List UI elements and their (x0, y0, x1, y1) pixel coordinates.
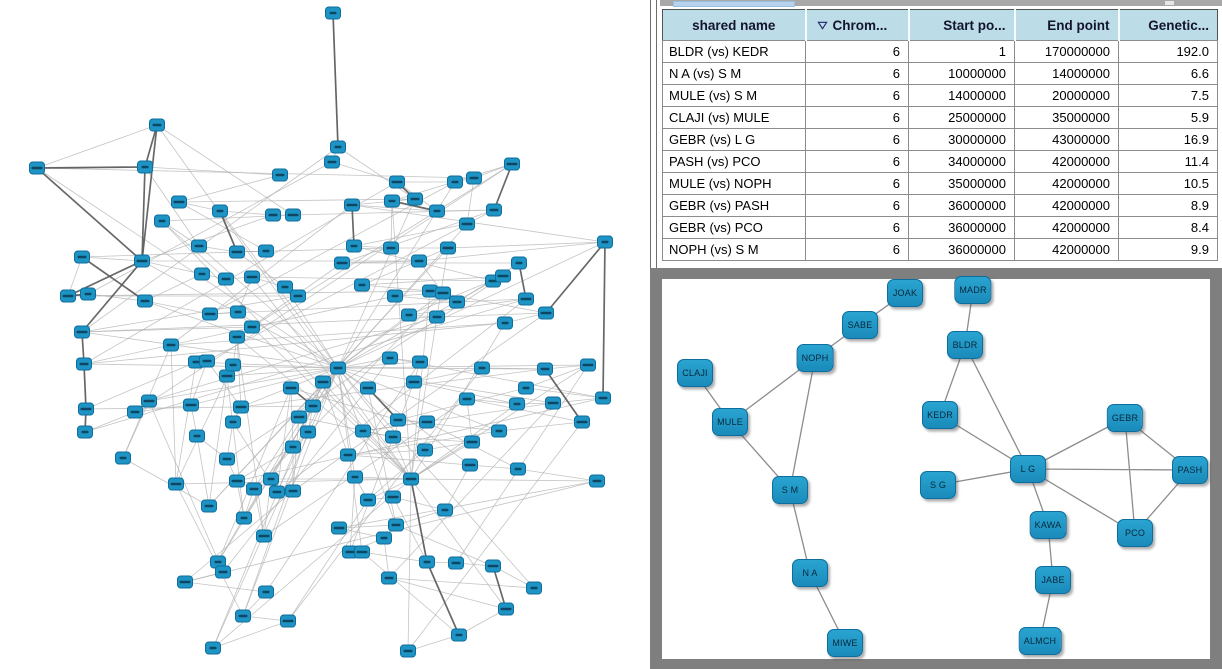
table-cell[interactable]: 30000000 (909, 129, 1015, 151)
table-cell[interactable]: 36000000 (909, 239, 1015, 261)
graph-node-label (186, 404, 197, 406)
graph-edge (218, 368, 338, 562)
detail-edge[interactable] (1028, 469, 1190, 470)
graph-node-label (422, 421, 433, 423)
column-header-0[interactable] (663, 10, 806, 41)
graph-node-label (286, 387, 297, 389)
graph-node-label (222, 375, 233, 377)
detail-edge[interactable] (790, 358, 815, 490)
graph-node-label (294, 416, 305, 418)
table-cell[interactable]: GEBR (vs) PASH (663, 195, 806, 217)
column-header-4[interactable] (1119, 10, 1218, 41)
graph-node-label (433, 316, 442, 318)
detail-edges-layer (662, 279, 1210, 659)
graph-node-label (422, 449, 429, 451)
graph-node-label (465, 464, 476, 466)
graph-edge (252, 277, 411, 479)
graph-node-label (452, 562, 461, 564)
graph-edge-highlighted (545, 369, 582, 422)
table-cell[interactable]: PASH (vs) PCO (663, 151, 806, 173)
table-cell[interactable]: 8.9 (1119, 195, 1218, 217)
graph-node-label (247, 276, 258, 278)
detail-node-l-g[interactable]: L G (1010, 455, 1046, 483)
graph-node-label (453, 301, 462, 303)
graph-node-label (174, 201, 185, 203)
table-cell[interactable]: 42000000 (1015, 217, 1119, 239)
table-cell[interactable]: 7.5 (1119, 85, 1218, 107)
graph-edge (82, 257, 142, 261)
graph-node-label (199, 273, 206, 275)
graph-node-label (602, 241, 609, 243)
graph-node-label (541, 312, 552, 314)
table-cell[interactable]: 6 (806, 173, 909, 195)
table-cell[interactable]: MULE (vs) S M (663, 85, 806, 107)
graph-node-label (159, 220, 166, 222)
graph-node-label (203, 360, 212, 362)
graph-edge (179, 199, 415, 202)
column-header-1[interactable] (806, 10, 909, 41)
graph-node-label (193, 361, 200, 363)
table-cell[interactable]: 6 (806, 151, 909, 173)
graph-node-label (462, 223, 473, 225)
graph-node-label (404, 650, 413, 652)
table-cell[interactable]: 10000000 (909, 63, 1015, 85)
table-row[interactable] (663, 129, 1218, 151)
graph-edge-highlighted (37, 168, 142, 261)
detail-network-panel (650, 268, 1222, 669)
graph-node-label (501, 608, 512, 610)
table-cell[interactable]: 9.9 (1119, 239, 1218, 261)
graph-node-label (467, 441, 478, 443)
graph-node-label (364, 499, 373, 501)
graph-node-label (269, 214, 278, 216)
graph-edge-highlighted (427, 562, 459, 635)
detail-node-n-a[interactable]: N A (792, 559, 828, 587)
graph-edge (68, 291, 430, 296)
graph-node-label (167, 344, 176, 346)
graph-edge (338, 147, 415, 199)
table-row[interactable] (663, 217, 1218, 239)
graph-edge (197, 436, 209, 506)
graph-node-label (276, 174, 285, 176)
graph-node-label (236, 406, 247, 408)
graph-node-label (443, 247, 454, 249)
table-cell[interactable]: 14000000 (909, 85, 1015, 107)
graph-node-label (180, 581, 191, 583)
table-cell[interactable]: 10.5 (1119, 173, 1218, 195)
table-cell[interactable]: 8.4 (1119, 217, 1218, 239)
table-cell[interactable]: 20000000 (1015, 85, 1119, 107)
detail-node-almch[interactable]: ALMCH (1019, 627, 1062, 655)
table-header-row (663, 10, 1218, 41)
graph-edge (227, 376, 244, 518)
table-cell[interactable]: 6 (806, 217, 909, 239)
graph-node-label (217, 210, 224, 212)
table-cell[interactable]: 6 (806, 239, 909, 261)
graph-node-label (389, 436, 398, 438)
graph-node-label (230, 421, 237, 423)
graph-node-label (409, 381, 420, 383)
detail-node-s-m[interactable]: S M (772, 476, 808, 504)
graph-edge (86, 406, 313, 409)
graph-node-label (426, 290, 435, 292)
table-cell[interactable]: 35000000 (909, 173, 1015, 195)
edge-attribute-table (662, 9, 1218, 261)
scrollbar-notch (1165, 1, 1174, 5)
detail-node-jabe[interactable]: JABE (1035, 566, 1071, 594)
table-row[interactable] (663, 173, 1218, 195)
graph-node-label (290, 446, 297, 448)
graph-edge (362, 552, 459, 635)
table-cell[interactable]: 25000000 (909, 107, 1015, 129)
table-cell[interactable]: 34000000 (909, 151, 1015, 173)
graph-edge-highlighted (37, 167, 145, 168)
graph-node-label (335, 146, 342, 148)
detail-node-noph[interactable]: NOPH (797, 344, 834, 372)
graph-edge (411, 479, 506, 609)
table-cell[interactable]: 6 (806, 63, 909, 85)
graph-node-label (273, 491, 282, 493)
table-cell[interactable]: 42000000 (1015, 151, 1119, 173)
graph-node-label (415, 260, 424, 262)
graph-edge-highlighted (603, 242, 605, 398)
graph-node-label (219, 571, 228, 573)
table-cell[interactable]: 6 (806, 41, 909, 63)
table-cell[interactable]: 16.9 (1119, 129, 1218, 151)
graph-edge (237, 337, 241, 407)
graph-node-label (344, 454, 353, 456)
graph-node-label (381, 537, 388, 539)
graph-node-label (263, 250, 270, 252)
table-cell[interactable]: 6 (806, 129, 909, 151)
graph-edge (213, 621, 288, 648)
graph-edge (445, 465, 470, 510)
graph-node-label (239, 615, 248, 617)
graph-node-label (82, 431, 89, 433)
graph-node-label (507, 163, 518, 165)
detail-node-sabe[interactable]: SABE (842, 311, 878, 339)
graph-node-label (411, 198, 420, 200)
graph-node-label (523, 387, 530, 389)
graph-node-label (318, 381, 329, 383)
graph-node-label (232, 251, 243, 253)
graph-edge (176, 362, 196, 484)
graph-node-label (309, 405, 318, 407)
graph-node-label (131, 411, 140, 413)
graph-edge (389, 578, 534, 588)
graph-node-label (438, 292, 449, 294)
graph-node-label (230, 364, 237, 366)
table-row[interactable] (663, 239, 1218, 261)
detail-node-pco[interactable]: PCO (1117, 519, 1153, 547)
graph-edge (252, 164, 512, 327)
detail-node-bldr[interactable]: BLDR (947, 331, 983, 359)
graph-node-label (583, 364, 594, 366)
table-cell[interactable]: BLDR (vs) KEDR (663, 41, 806, 63)
graph-node-label (424, 561, 431, 563)
graph-node-label (222, 278, 231, 280)
graph-node-label (394, 419, 403, 421)
table-cell[interactable]: N A (vs) S M (663, 63, 806, 85)
graph-node-label (416, 361, 425, 363)
graph-node-label (479, 367, 486, 369)
graph-node-label (80, 363, 89, 365)
graph-edge (176, 365, 233, 484)
graph-node-label (514, 403, 521, 405)
graph-node-label (328, 161, 337, 163)
graph-edge (518, 469, 597, 481)
graph-node-label (241, 517, 248, 519)
graph-node-label (205, 505, 214, 507)
graph-node-label (194, 435, 201, 437)
table-cell[interactable]: 36000000 (909, 217, 1015, 239)
graph-node-label (305, 431, 312, 433)
table-cell[interactable]: 6 (806, 195, 909, 217)
detail-node-kedr[interactable]: KEDR (922, 401, 958, 429)
detail-node-pash[interactable]: PASH (1172, 456, 1208, 484)
graph-node-label (259, 535, 270, 537)
table-cell[interactable]: 42000000 (1015, 173, 1119, 195)
graph-node-label (463, 398, 472, 400)
graph-node-label (142, 166, 149, 168)
scrollbar-thumb[interactable] (673, 1, 795, 7)
table-cell[interactable]: 42000000 (1015, 195, 1119, 217)
graph-edge (448, 242, 605, 248)
table-cell[interactable]: GEBR (vs) PCO (663, 217, 806, 239)
graph-node-label (283, 620, 294, 622)
graph-node-label (389, 200, 396, 202)
table-row[interactable] (663, 195, 1218, 217)
detail-node-claji[interactable]: CLAJI (677, 359, 713, 387)
graph-node-label (334, 367, 343, 369)
graph-node-label (195, 245, 204, 247)
edge-table-panel (650, 0, 1222, 268)
graph-node-label (434, 210, 441, 212)
graph-node-label (85, 293, 92, 295)
graph-node-label (334, 527, 345, 529)
graph-node-label (442, 509, 449, 511)
table-cell[interactable]: 170000000 (1015, 41, 1119, 63)
detail-node-miwe[interactable]: MIWE (827, 629, 863, 657)
graph-node-label (360, 430, 367, 432)
column-header-label: Genetic... (1148, 17, 1209, 33)
graph-edge-highlighted (84, 364, 86, 409)
graph-node-label (137, 260, 148, 262)
column-header-label: Chrom... (832, 17, 888, 33)
graph-node-label (268, 478, 275, 480)
graph-node-label (577, 421, 588, 423)
graph-edge (82, 296, 298, 332)
table-cell[interactable]: 42000000 (1015, 239, 1119, 261)
table-cell[interactable]: 6 (806, 85, 909, 107)
graph-node-label (359, 284, 366, 286)
graph-node-label (490, 209, 499, 211)
table-cell[interactable]: 43000000 (1015, 129, 1119, 151)
graph-edge (171, 345, 176, 484)
graph-node-label (81, 408, 92, 410)
graph-node-label (531, 587, 538, 589)
table-cell[interactable]: 6.6 (1119, 63, 1218, 85)
graph-node-label (496, 430, 503, 432)
graph-node-label (205, 313, 216, 315)
graph-node-label (223, 458, 232, 460)
graph-node-label (357, 551, 368, 553)
graph-node-label (250, 488, 259, 490)
graph-edge (338, 281, 493, 368)
graph-node-label (347, 204, 358, 206)
column-header-label: End point (1047, 17, 1110, 33)
detail-edge[interactable] (1125, 418, 1135, 533)
detail-node-kawa[interactable]: KAWA (1030, 511, 1067, 539)
graph-node-label (63, 295, 74, 297)
table-cell[interactable]: NOPH (vs) S M (663, 239, 806, 261)
horizontal-scrollbar[interactable] (660, 0, 1222, 6)
graph-node-label (470, 177, 479, 179)
graph-node-label (541, 368, 550, 370)
table-cell[interactable]: 36000000 (909, 195, 1015, 217)
table-cell[interactable]: CLAJI (vs) MULE (663, 107, 806, 129)
graph-edge (408, 422, 582, 651)
graph-node-label (171, 483, 182, 485)
graph-node-label (515, 468, 522, 470)
graph-node-label (282, 286, 289, 288)
graph-node-label (599, 397, 608, 399)
table-cell[interactable]: MULE (vs) NOPH (663, 173, 806, 195)
detail-node-joak[interactable]: JOAK (887, 279, 923, 307)
table-row[interactable] (663, 41, 1218, 63)
table-cell[interactable]: 6 (806, 107, 909, 129)
graph-edge-highlighted (411, 479, 427, 562)
detail-node-gebr[interactable]: GEBR (1107, 404, 1143, 432)
graph-edge (288, 500, 368, 621)
graph-node-label (233, 336, 242, 338)
graph-edge (414, 368, 482, 382)
table-cell[interactable]: 11.4 (1119, 151, 1218, 173)
graph-edge-highlighted (546, 242, 605, 313)
table-cell[interactable]: 192.0 (1119, 41, 1218, 63)
graph-node-label (294, 295, 303, 297)
graph-node-label (141, 300, 150, 302)
graph-node-label (452, 181, 459, 183)
table-cell[interactable]: 5.9 (1119, 107, 1218, 129)
graph-edge (37, 168, 474, 178)
graph-edge (218, 388, 291, 562)
graph-node-label (32, 167, 43, 169)
graph-node-label (77, 331, 88, 333)
column-header-label: shared name (692, 17, 776, 33)
graph-node-label (502, 322, 509, 324)
column-header-2[interactable] (909, 10, 1015, 41)
graph-node-label (346, 551, 355, 553)
graph-node-label (153, 124, 162, 126)
graph-node-label (210, 647, 217, 649)
graph-node-label (235, 311, 242, 313)
graph-node-label (263, 591, 270, 593)
graph-node-label (288, 214, 299, 216)
graph-node-label (548, 402, 559, 404)
graph-node-label (363, 387, 374, 389)
graph-node-label (289, 490, 298, 492)
detail-network-canvas[interactable] (662, 279, 1210, 659)
graph-edge-highlighted (333, 13, 338, 147)
graph-node-label (351, 245, 358, 247)
graph-node-label (388, 496, 399, 498)
graph-node-label (120, 457, 127, 459)
graph-edge (389, 578, 506, 609)
panel-divider[interactable] (650, 0, 657, 268)
graph-edge (338, 315, 409, 368)
table-row[interactable] (663, 107, 1218, 129)
column-header-3[interactable] (1015, 10, 1119, 41)
table-cell[interactable]: GEBR (vs) L G (663, 129, 806, 151)
graph-node-label (232, 480, 243, 482)
graph-edge (408, 479, 411, 651)
graph-edge (499, 422, 582, 431)
graph-node-label (406, 478, 417, 480)
graph-node-label (488, 565, 499, 567)
graph-node-label (392, 181, 403, 183)
graph-node-label (144, 400, 155, 402)
graph-node-label (330, 12, 337, 14)
graph-node-label (78, 256, 87, 258)
graph-edge (123, 458, 209, 506)
graph-node-label (521, 298, 532, 300)
column-header-label: Start po... (943, 17, 1006, 33)
graph-node-label (385, 577, 394, 579)
graph-node-label (387, 357, 394, 359)
table-row[interactable] (663, 63, 1218, 85)
graph-edge-highlighted (494, 164, 512, 210)
graph-node-label (392, 295, 399, 297)
graph-node-label (406, 314, 413, 316)
graph-node-label (352, 476, 359, 478)
graph-edge (82, 147, 338, 332)
graph-node-label (516, 262, 523, 264)
filter-icon[interactable] (817, 20, 828, 31)
detail-node-s-g[interactable]: S G (920, 471, 956, 499)
detail-node-madr[interactable]: MADR (954, 276, 991, 304)
graph-node-label (456, 634, 463, 636)
graph-node-label (498, 275, 509, 277)
table-row[interactable] (663, 151, 1218, 173)
graph-node-label (392, 524, 401, 526)
detail-node-mule[interactable]: MULE (712, 408, 748, 436)
graph-node-label (337, 262, 348, 264)
table-cell[interactable]: 35000000 (1015, 107, 1119, 129)
graph-node-label (593, 480, 602, 482)
graph-node-label (215, 561, 222, 563)
graph-node-label (248, 326, 257, 328)
table-cell[interactable]: 14000000 (1015, 63, 1119, 85)
table-cell[interactable]: 1 (909, 41, 1015, 63)
table-row[interactable] (663, 85, 1218, 107)
graph-node-label (387, 247, 396, 249)
